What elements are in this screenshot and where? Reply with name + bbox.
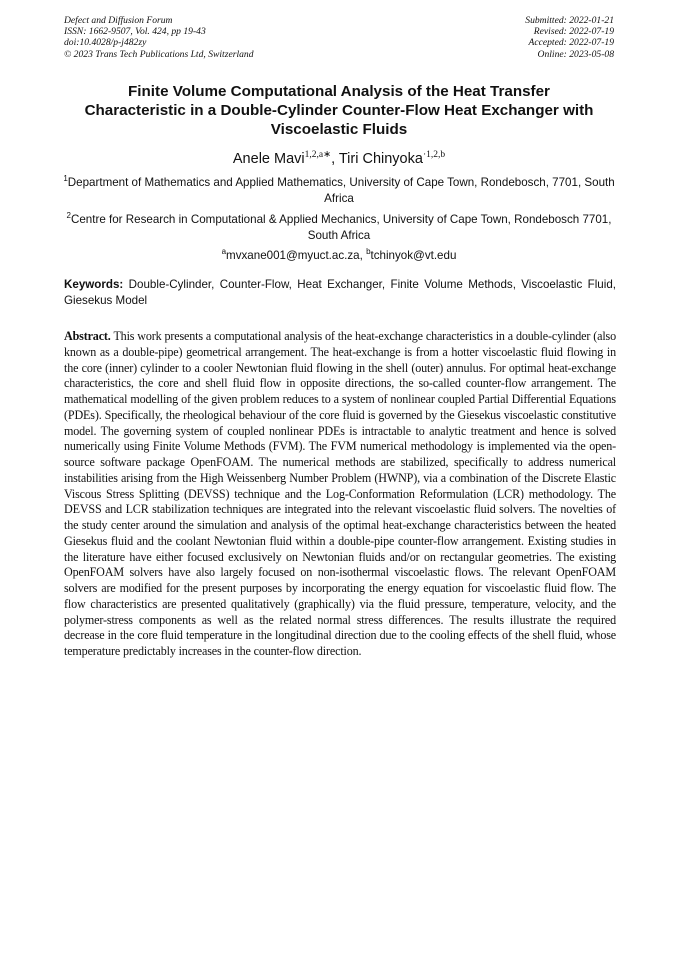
date-accepted: Accepted: 2022-07-19: [528, 37, 614, 49]
email-link[interactable]: tchinyok@vt.edu: [370, 249, 457, 262]
date-online: Online: 2023-05-08: [537, 48, 614, 60]
author-affiliation-marker: ·1,2,b: [422, 150, 446, 160]
keywords-text: Double-Cylinder, Counter-Flow, Heat Exchanger, Finite Volume Methods, Viscoelastic Fluid, Giesekus Model: [64, 278, 616, 307]
abstract-text: This work presents a computational analysis of the heat-exchange characteristics in a double-cylinder (also known as a double-pipe) geometrical arrangement. The heat-exchange is from a hotter viscoelastic fluid flowing in the core (inner) cylinder to a cooler Newtonian fluid flowing in the shell (outer) annulus. For optimal heat-exchange characteristics, the core and shell fluid flow in opposite directions, the so-called counter-flow arrangement. The mathematical modelling of the given problem reduces to a system of nonlinear coupled Partial Differential Equations (PDEs). Specifically, the rheological behaviour of the core fluid is governed by the Giesekus viscoelastic constitutive model. The governing system of coupled nonlinear PDEs is intractable to analytic treatment and hence is solved numerically using Finite Volume Methods (FVM). The FVM numerical methodology is implemented via the open-source software package OpenFOAM. The numerical methods are stabilized, specifically to address numerical instabilities arising from the High Weissenberg Number Problem (HWNP), via a combination of the Discrete Elastic Viscous Stress Splitting (DEVSS) technique and the Log-Conformation Reformulation (LCR) methodology. The DEVSS and LCR stabilization techniques are integrated into the relevant viscoelastic fluid solvers. The novelties of the study center around the simulation and analysis of the optimal heat-exchange characteristics between the heated Giesekus fluid and the coolant Newtonian fluid within a double-pipe counter-flow arrangement. Existing studies in the literature have either focused exclusively on Newtonian fluids and/or on rectangular geometries. The existing OpenFOAM solvers have also largely focused on non-isothermal viscoelastic flows. The relevant OpenFOAM solvers are modified for the present purposes by incorporating the energy equation for viscoelastic fluid flow. The flow characteristics are presented qualitatively (graphically) via the fluid pressure, temperature, velocity, and the polymer-stress components as well as the related normal stress differences. The results illustrate the required decrease in the core fluid temperature in the longitudinal direction due to the cooling effects of the shell fluid, whose temperature predictably increases in the counter-flow direction.: [64, 329, 616, 658]
email-separator: ,: [359, 249, 367, 262]
abstract-section: [64, 329, 616, 660]
date-submitted: Submitted: 2022-01-21: [525, 15, 614, 26]
keywords-section: [64, 277, 616, 308]
journal-info: [64, 15, 254, 60]
journal-issn: ISSN: 1662-9507, Vol. 424, pp 19-43: [64, 26, 206, 38]
keywords-label: Keywords:: [64, 278, 124, 291]
affiliation-2: [60, 212, 618, 245]
email-link[interactable]: mvxane001@myuct.ac.za: [226, 249, 360, 262]
publication-dates: [525, 15, 614, 60]
affiliation-marker: 1: [63, 174, 68, 183]
journal-doi: doi:10.4028/p-j482zy: [64, 37, 147, 49]
date-revised: Revised: 2022-07-19: [533, 26, 614, 38]
author-affiliation-marker: 1,2,a∗: [304, 150, 332, 160]
abstract-label: Abstract.: [64, 329, 111, 343]
author-emails: [60, 248, 618, 264]
journal-name: Defect and Diffusion Forum: [64, 15, 173, 26]
paper-title: [40, 82, 638, 140]
journal-copyright: © 2023 Trans Tech Publications Ltd, Switzerland: [64, 48, 254, 60]
author-name: Anele Mavi: [232, 151, 305, 167]
affiliation-marker: 2: [66, 211, 71, 220]
affiliation-text: Centre for Research in Computational & Applied Mechanics, University of Cape Town, Rondebosch 7701, South Africa: [70, 213, 612, 243]
title-line: Finite Volume Computational Analysis of the Heat Transfer: [128, 83, 550, 100]
author-list: [0, 150, 678, 168]
title-line: Characteristic in a Double-Cylinder Counter-Flow Heat Exchanger with: [84, 102, 594, 120]
affiliation-1: [60, 175, 618, 208]
affiliation-text: Department of Mathematics and Applied Mathematics, University of Cape Town, Rondebosch, 7701, South Africa: [67, 176, 615, 206]
author-name: Tiri Chinyoka: [338, 151, 423, 167]
author-separator: ,: [331, 151, 339, 167]
title-line: Viscoelastic Fluids: [270, 121, 408, 139]
email-marker: a: [221, 247, 227, 256]
email-marker: b: [366, 247, 371, 256]
